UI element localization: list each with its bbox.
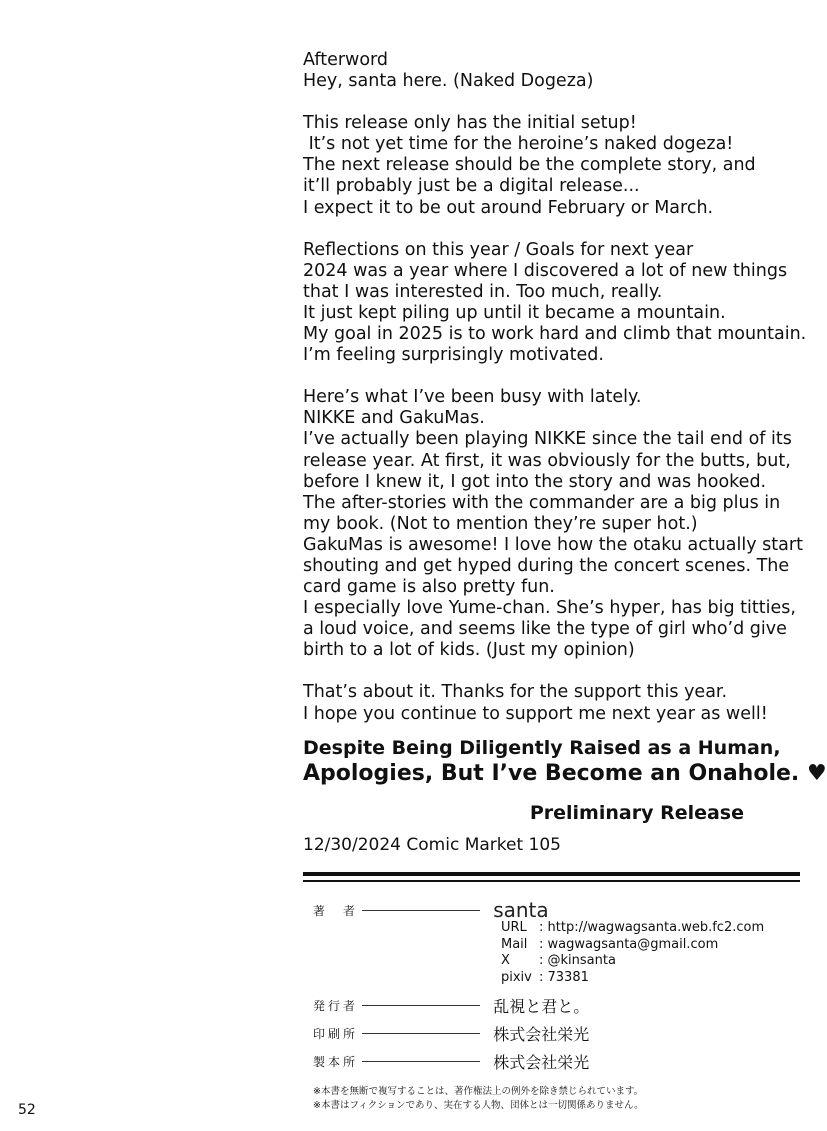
legal-note: ※本書を無断で複写することは、著作権法上の例外を除き禁じられています。 [313,1086,644,1097]
paragraph-gap [303,219,773,240]
contact-mail: Mail : wagwagsanta@gmail.com [501,936,719,952]
printer-label: 印刷所 [313,1027,359,1041]
afterword-text [303,50,807,725]
publisher-name: 乱視と君と。 [493,997,590,1016]
contact-pixiv: pixiv : 73381 [501,969,589,985]
publisher-label: 発行者 [313,999,359,1013]
leader-line [362,1005,480,1006]
afterword-line: It’s not yet time for the heroine’s naked dogeza! [303,134,734,155]
afterword-line: It just kept piling up until it became a mountain. [303,302,726,323]
afterword-line: shouting and get hyped during the concert scenes. The [303,555,790,576]
afterword-line: before I knew it, I got into the story and was hooked. [303,471,767,492]
afterword-line: that I was interested in. Too much, really. [303,281,663,302]
afterword-line: 2024 was a year where I discovered a lot of new things [303,260,788,281]
book-title-line1: Despite Being Diligently Raised as a Human, [303,737,781,759]
afterword-line: The after-stories with the commander are a big plus in [303,492,781,513]
paragraph-gap [303,366,773,387]
leader-line [362,1033,480,1034]
afterword-line: The next release should be the complete story, and [303,155,756,176]
binder-label: 製本所 [313,1055,359,1069]
release-date-event: 12/30/2024 Comic Market 105 [303,835,561,855]
binder-row [313,1050,589,1073]
printer-name: 株式会社栄光 [493,1025,590,1044]
afterword-line: I especially love Yume-chan. She’s hyper, has big titties, [303,598,796,619]
contact-url: URL : http://wagwagsanta.web.fc2.com [501,920,765,935]
afterword-line: Here’s what I’ve been busy with lately. [303,387,642,408]
book-title-line2-text: Apologies, But I’ve Become an Onahole. [303,761,800,786]
afterword-line: I expect it to be out around February or March. [303,197,714,218]
paragraph-gap [303,661,773,682]
afterword-line: Reflections on this year / Goals for next year [303,239,694,260]
heart-icon: ♥ [806,761,827,786]
binder-name: 株式会社栄光 [493,1053,590,1072]
printer-row [313,1022,589,1045]
afterword-line: card game is also pretty fun. [303,577,555,598]
legal-notes [313,1085,644,1113]
leader-line [362,1061,480,1062]
divider-thin [303,880,800,882]
contact-list [501,920,764,986]
afterword-line: I’ve actually been playing NIKKE since the tail end of its [303,429,792,450]
author-row [313,898,549,922]
afterword-line: I hope you continue to support me next year as well! [303,703,768,724]
afterword-line: That’s about it. Thanks for the support this year. [303,682,728,703]
afterword-line: my book. (Not to mention they’re super hot.) [303,513,698,534]
afterword-line: it’ll probably just be a digital release... [303,176,640,197]
contact-x: X : @kinsanta [501,953,616,968]
page-number: 52 [18,1102,36,1118]
afterword-line: release year. At first, it was obviously for the butts, but, [303,450,791,471]
leader-line [362,910,480,911]
afterword-line: This release only has the initial setup! [303,113,637,134]
preliminary-release-label: Preliminary Release [529,802,744,824]
afterword-line: GakuMas is awesome! I love how the otaku actually start [303,534,803,555]
afterword-line: Hey, santa here. (Naked Dogeza) [303,71,594,92]
afterword-line: My goal in 2025 is to work hard and climb that mountain. [303,324,807,345]
book-title-line2 [303,761,827,786]
afterword-line: Afterword [303,50,389,70]
author-label: 著 者 [313,903,359,918]
afterword-line: I’m feeling surprisingly motivated. [303,345,604,366]
author-name: santa [493,898,549,922]
afterword-line: NIKKE and GakuMas. [303,408,485,429]
afterword-line: a loud voice, and seems like the type of girl who’d give [303,619,787,640]
divider-thick [303,872,800,876]
legal-note: ※本書はフィクションであり、実在する人物、団体とは一切関係ありません。 [313,1100,644,1111]
publisher-row [313,994,589,1017]
afterword-line: birth to a lot of kids. (Just my opinion) [303,640,635,661]
paragraph-gap [303,92,773,113]
